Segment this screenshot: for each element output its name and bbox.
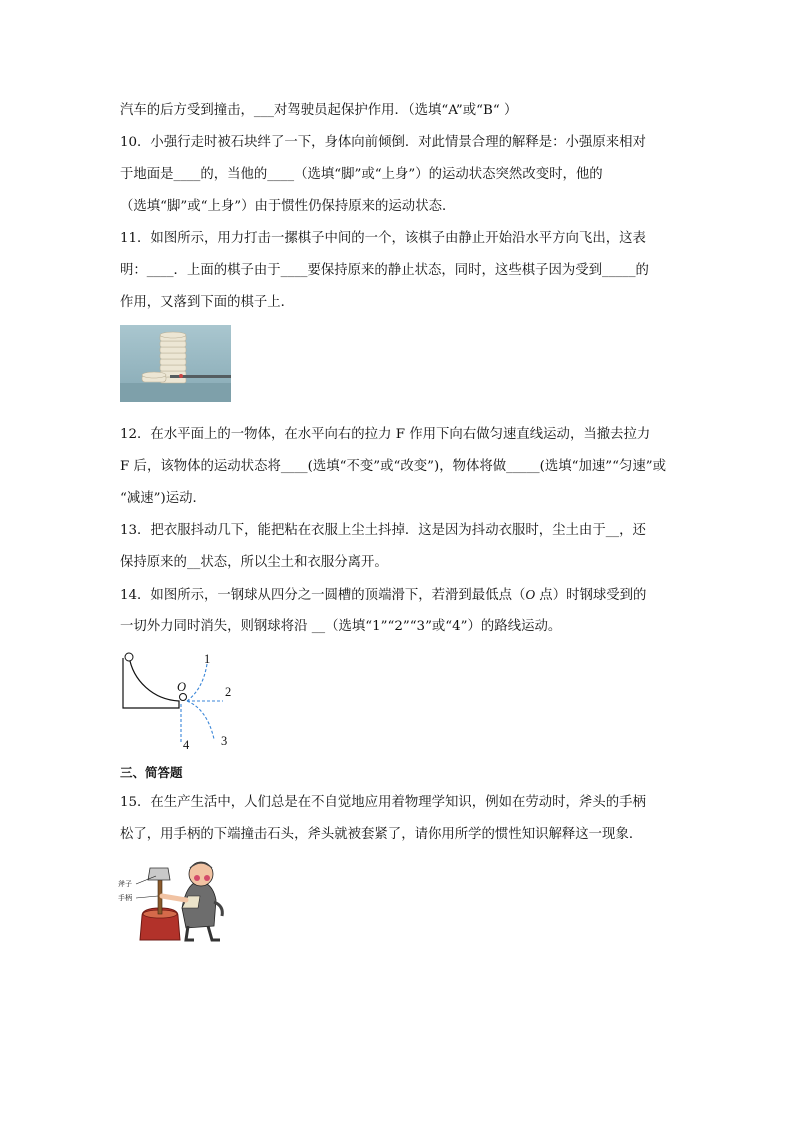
line-13: 一切外力同时消失，则钢球将沿 __（选填“1”“2”“3”或“4”）的路线运动。 [120,619,562,634]
line-12-tail: 点）时钢球受到的 [535,588,647,603]
line-15: 松了，用手柄的下端撞击石头，斧头就被套紧了，请你用所学的惯性知识解释这一现象． [120,827,643,842]
label-o: O [177,680,187,694]
axe-illustration [116,856,236,942]
path-1 [187,664,207,701]
label-handle: 手柄 [118,894,132,902]
path-3 [187,701,214,739]
line-11: 保持原来的__状态，所以尘土和衣服分离开。 [120,555,388,570]
label-path-3: 3 [221,734,228,748]
line-8: F 后，该物体的运动状态将____(选填“不变”或“改变”)，物体将做_____(选填“加速”“匀速”或 [120,459,666,474]
line-14: 15．在生产生活中，人们总是在不自觉地应用着物理学知识，例如在劳动时，斧头的手柄 [120,795,646,810]
line-7: 12．在水平面上的一物体，在水平向右的拉力 F 作用下向右做匀速直线运动，当撤去拉力 [120,427,651,442]
line-0: 汽车的后方受到撞击，___对驾驶员起保护作用．（选填“A”或“B“ ） [120,103,518,118]
section-heading: 三、简答题 [120,765,183,780]
steel-ball-bottom [180,694,187,701]
checkers-stack-photo [120,325,231,402]
point-o-inline: O [525,587,536,602]
line-3: （选填“脚”或“上身”）由于惯性仍保持原来的运动状态． [120,199,456,214]
line-5: 明：____．上面的棋子由于____要保持原来的静止状态，同时，这些棋子因为受到_____的 [120,263,649,278]
line-1: 10．小强行走时被石块绊了一下，身体向前倾倒．对此情景合理的解释是：小强原来相对 [120,135,646,150]
line-12 [120,586,646,605]
checkers-stack-image [120,325,231,402]
label-path-4: 4 [183,738,190,752]
label-path-1: 1 [204,652,211,666]
line-9: “减速”)运动． [120,491,206,506]
track-diagram [112,646,242,756]
axe-cartoon [116,856,236,942]
track-outline [123,656,179,708]
label-axe: 斧子 [118,880,132,888]
line-10: 13．把衣服抖动几下，能把粘在衣服上尘土抖掉．这是因为抖动衣服时，尘土由于__，还 [120,523,646,538]
line-4: 11．如图所示，用力打击一摞棋子中间的一个，该棋子由静止开始沿水平方向飞出，这表 [120,231,646,246]
label-path-2: 2 [225,685,232,699]
line-12-head: 14．如图所示，一钢球从四分之一圆槽的顶端滑下，若滑到最低点（ [120,588,526,603]
line-6: 作用，又落到下面的棋子上． [120,295,295,310]
quarter-circle-track-figure [112,646,242,756]
steel-ball-top [125,653,133,661]
line-2: 于地面是____的，当他的____（选填“脚”或“上身”）的运动状态突然改变时，他的 [120,167,603,182]
